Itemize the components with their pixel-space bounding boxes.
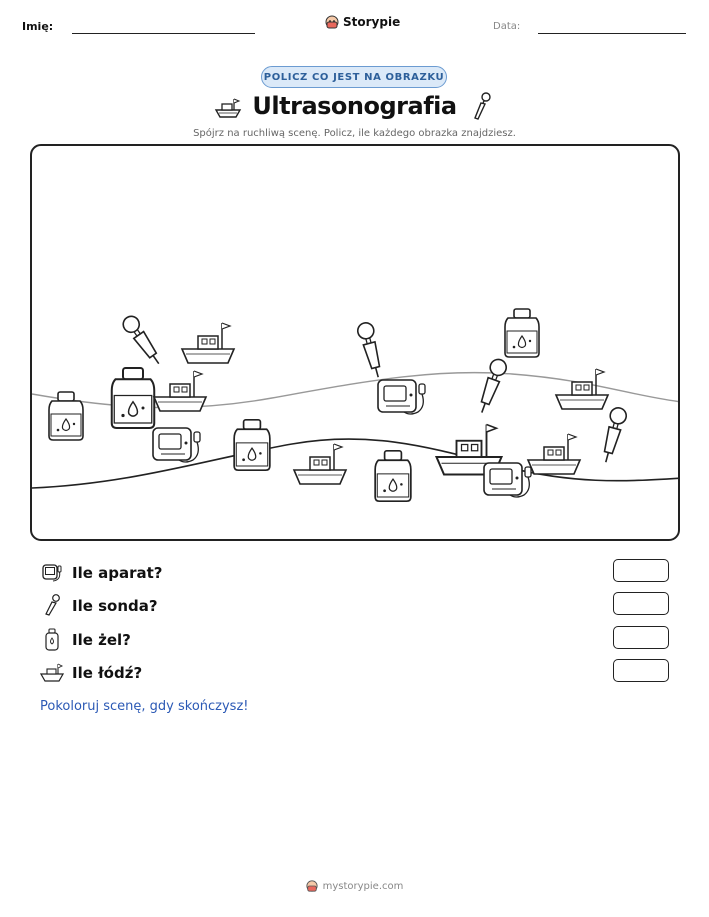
instruction-badge: POLICZ CO JEST NA OBRAZKU: [261, 66, 447, 88]
scene-monitor-icon: [484, 463, 531, 497]
scene-boat-icon: [154, 371, 206, 411]
page-subtitle: Spójrz na ruchliwą scenę. Policz, ile każdego obrazka znajdziesz.: [193, 128, 516, 139]
scene-probe-icon: [474, 357, 508, 415]
scene-probe-icon: [120, 313, 165, 368]
name-line[interactable]: [72, 33, 255, 34]
scene-monitor-icon: [378, 380, 425, 414]
scene-monitor-icon: [153, 428, 200, 462]
boat-icon: [40, 661, 64, 685]
answer-box-gel[interactable]: [613, 626, 669, 649]
page-title: Ultrasonografia: [252, 92, 457, 120]
scene-boat-icon: [528, 434, 580, 474]
footer-mascot-icon: [306, 880, 318, 892]
question-boat-label: Ile łódź?: [72, 664, 143, 682]
scene-gel-icon: [49, 392, 83, 440]
site-url: mystorypie.com: [322, 880, 404, 892]
answer-box-apparatus[interactable]: [613, 559, 669, 582]
counting-scene[interactable]: [30, 144, 680, 541]
brand-mascot-icon: [325, 15, 339, 29]
question-boat: [40, 660, 142, 686]
answer-box-boat[interactable]: [613, 659, 669, 682]
scene-gel-icon: [112, 368, 155, 428]
scene-gel-icon: [234, 420, 270, 470]
name-label: Imię:: [22, 20, 54, 33]
scene-boat-icon: [294, 444, 346, 484]
scene-boat-icon: [556, 369, 608, 409]
question-probe-label: Ile sonda?: [72, 597, 158, 615]
ultrasound-machine-icon: [40, 561, 64, 585]
date-label: Data:: [493, 21, 521, 32]
coloring-instruction: Pokoloruj scenę, gdy skończysz!: [40, 699, 249, 714]
scene-probe-icon: [356, 321, 386, 379]
date-line[interactable]: [538, 33, 686, 34]
question-gel: [40, 627, 131, 653]
scene-drawing: [32, 146, 680, 541]
scene-boat-icon: [182, 323, 234, 363]
site-footer: [0, 880, 709, 892]
gel-bottle-icon: [40, 628, 64, 652]
scene-gel-icon: [505, 309, 539, 357]
question-apparatus: [40, 560, 163, 586]
brand-logo: [325, 15, 400, 29]
scene-gel-icon: [375, 451, 411, 501]
probe-icon: [40, 594, 64, 618]
answer-box-probe[interactable]: [613, 592, 669, 615]
brand-name: Storypie: [343, 15, 401, 29]
question-gel-label: Ile żel?: [72, 631, 131, 649]
question-apparatus-label: Ile aparat?: [72, 564, 163, 582]
title-probe-icon: [470, 92, 492, 126]
question-probe: [40, 593, 158, 619]
scene-probe-icon: [598, 406, 628, 464]
